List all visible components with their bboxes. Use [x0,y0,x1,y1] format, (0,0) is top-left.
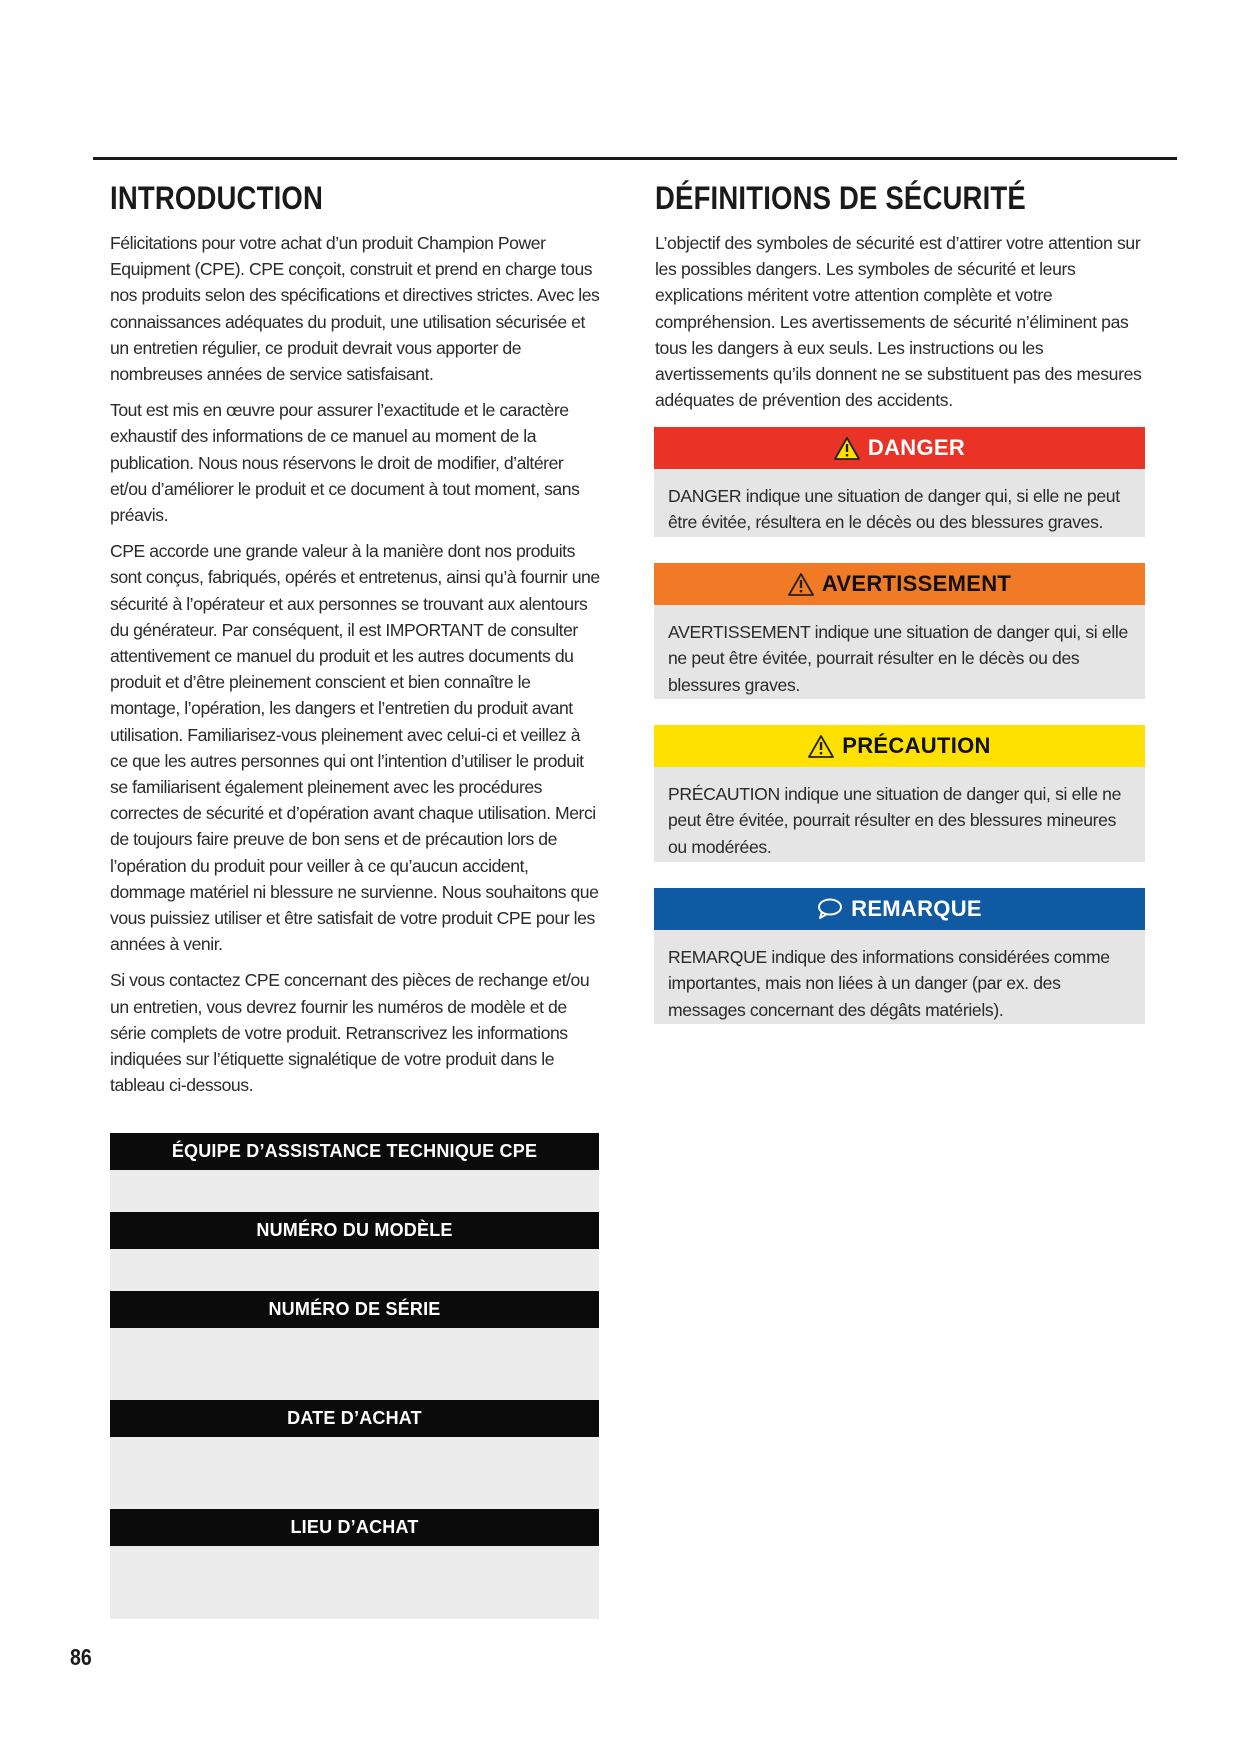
danger-box [654,427,1145,537]
introduction-section [110,178,602,1109]
introduction-paragraph: CPE accorde une grande valeur à la manière dont nos produits sont conçus, fabriqués, opérés et entretenus, ainsi qu’à fournir une sécurité à l’opérateur et aux personnes se trouvant aux alentours du générateur. Par conséquent, il est IMPORTANT de consulter attentivement ce manuel du produit et les autres documents du produit et d’être pleinement conscient et bien connaître le montage, l’opération, les dangers et l’entretien du produit avant utilisation. Familiarisez-vous pleinement avec celui-ci et veillez à ce que les autres personnes qui ont l’intention d’utiliser le produit se familiarisent également pleinement avec les procédures correctes de sécurité et d’opération avant chaque utilisation. Merci de toujours faire preuve de bon sens et de précaution lors de l’opération du produit pour veiller à ce qu’aucun accident, dommage matériel ni blessure ne survienne. Nous souhaitons que vous puissiez utiliser et être satisfait de votre produit CPE pour les années à venir. [110,541,600,955]
purchase-date-header: DATE D’ACHAT [110,1400,599,1437]
warning-triangle-icon [788,573,814,596]
safety-intro: L’objectif des symboles de sécurité est d’attirer votre attention sur les possibles dangers. Les symboles de sécurité et leurs explications méritent votre attention complète et votre compréhension. Les avertissements de sécurité n’éliminent pas tous les dangers à eux seuls. Les instructions ou les avertissements qu’ils donnent ne se substituent pas des mesures adéquates de prévention des accidents. [655,233,1142,411]
warning-triangle-icon [834,437,860,460]
danger-header [654,427,1145,469]
model-number-row [110,1212,599,1291]
warning-label: AVERTISSEMENT [821,571,1012,596]
purchase-place-row [110,1509,599,1619]
notice-text: REMARQUE indique des informations considérées comme importantes, mais non liées à un danger (par ex. des messages concernant des dégâts matériels). [654,930,1145,1024]
warning-header [654,563,1145,605]
notice-label: REMARQUE [851,896,982,921]
danger-text: DANGER indique une situation de danger qui, si elle ne peut être évitée, résultera en le décès ou des blessures graves. [654,469,1145,537]
caution-text: PRÉCAUTION indique une situation de danger qui, si elle ne peut être évitée, pourrait résulter en des blessures mineures ou modérées. [654,767,1145,862]
model-number-header: NUMÉRO DU MODÈLE [110,1212,599,1249]
purchase-place-header: LIEU D’ACHAT [110,1509,599,1546]
introduction-paragraph: Félicitations pour votre achat d’un produit Champion Power Equipment (CPE). CPE conçoit, construit et prend en charge tous nos produits selon des spécifications et directives strictes. Avec les connaissances adéquates du produit, une utilisation sécurisée et un entretien régulier, ce produit devrait vous apporter de nombreuses années de service satisfaisant. [110,233,600,385]
purchase-date-row [110,1400,599,1509]
purchase-date-field[interactable] [110,1437,599,1509]
tech-support-header: ÉQUIPE D’ASSISTANCE TECHNIQUE CPE [110,1133,599,1170]
danger-label: DANGER [867,435,966,460]
serial-number-field[interactable] [110,1328,599,1400]
introduction-paragraph: Si vous contactez CPE concernant des pièces de rechange et/ou un entretien, vous devrez fournir les numéros de modèle et de série complets de votre produit. Retranscrivez les informations indiquées sur l’étiquette signalétique de votre produit dans le tableau ci-dessous. [110,970,590,1096]
purchase-place-field[interactable] [110,1546,599,1619]
warning-text: AVERTISSEMENT indique une situation de danger qui, si elle ne peut être évitée, pourrait résulter en le décès ou des blessures graves. [654,605,1145,699]
introduction-paragraph: Tout est mis en œuvre pour assurer l’exactitude et le caractère exhaustif des informations de ce manuel au moment de la publication. Nous nous réservons le droit de modifier, d’altérer et/ou d’améliorer le produit et ce document à tout moment, sans préavis. [110,400,580,526]
tech-support-row [110,1133,599,1212]
serial-number-row [110,1291,599,1400]
header-rule [93,157,1177,160]
caution-box [654,725,1145,862]
notice-box [654,888,1145,1024]
introduction-title: INTRODUCTION [110,180,324,216]
tech-support-field [110,1170,599,1212]
safety-definitions-section [655,178,1147,423]
serial-number-header: NUMÉRO DE SÉRIE [110,1291,599,1328]
speech-bubble-icon [817,898,843,920]
model-number-field[interactable] [110,1249,599,1291]
page-number: 86 [70,1644,92,1670]
warning-box [654,563,1145,699]
caution-header [654,725,1145,767]
safety-title: DÉFINITIONS DE SÉCURITÉ [655,180,1026,216]
caution-label: PRÉCAUTION [842,733,991,758]
notice-header [654,888,1145,930]
warning-triangle-icon [808,735,834,758]
